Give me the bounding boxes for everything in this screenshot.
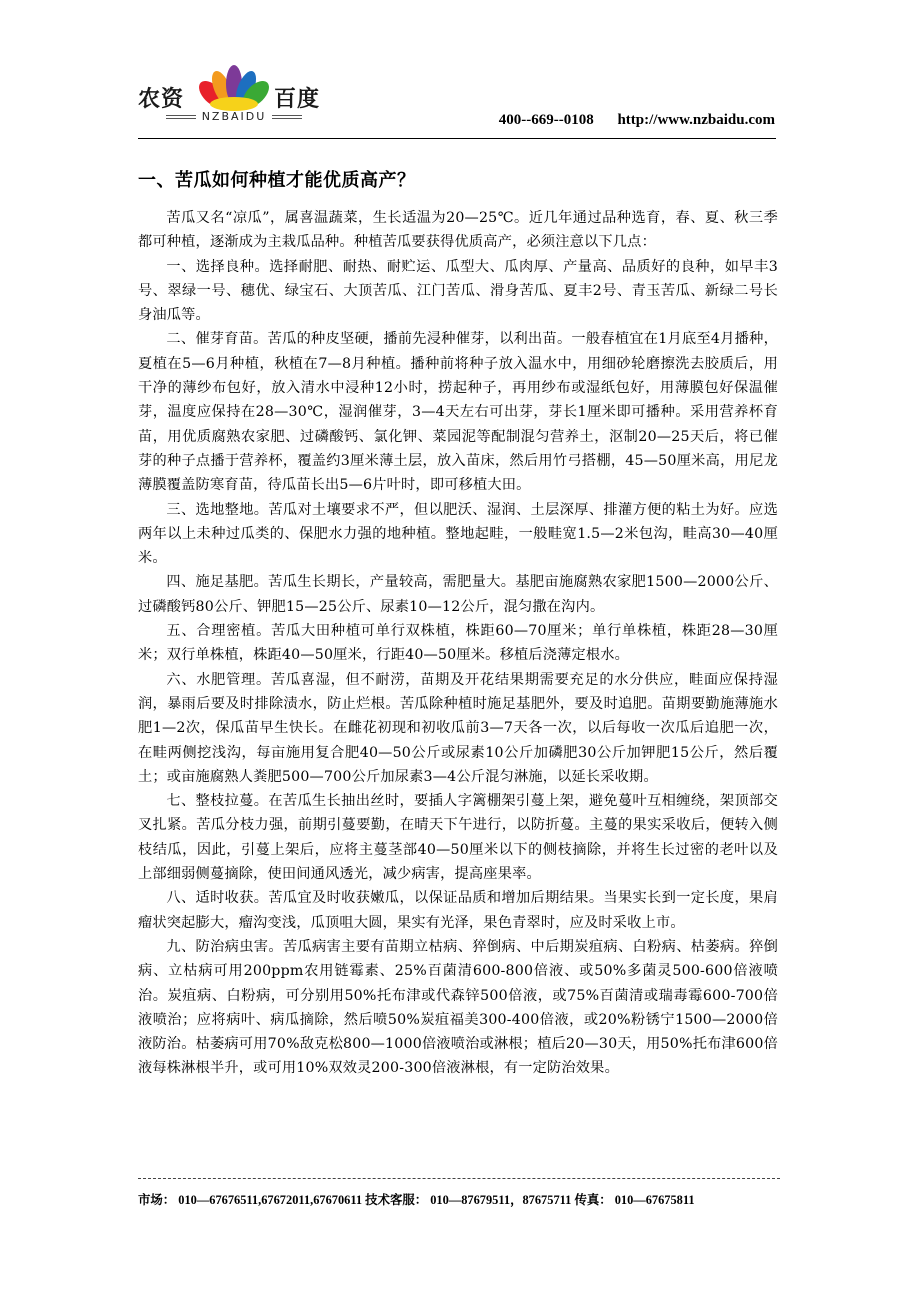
paragraph: 四、施足基肥。苦瓜生长期长，产量较高，需肥量大。基肥亩施腐熟农家肥1500—2000公斤、过磷酸钙80公斤、钾肥15—25公斤、尿素10—12公斤，混匀撒在沟内。 <box>138 574 778 615</box>
logo-text-left: 农资 <box>138 87 185 112</box>
peacock-flower-icon <box>192 64 276 112</box>
paragraph-list <box>138 206 778 1081</box>
logo-sub-text: NZBAIDU <box>201 110 267 123</box>
paragraph: 苦瓜又名“凉瓜”，属喜温蔬菜，生长适温为20—25℃。近几年通过品种选育，春、夏、秋三季都可种植，逐渐成为主栽瓜品种。种植苦瓜要获得优质高产，必须注意以下几点： <box>138 210 778 251</box>
paragraph: 一、选择良种。选择耐肥、耐热、耐贮运、瓜型大、瓜肉厚、产量高、品质好的良种，如早丰3号、翠绿一号、穗优、绿宝石、大顶苦瓜、江门苦瓜、滑身苦瓜、夏丰2号、青玉苦瓜、新绿二号长身油瓜等。 <box>138 258 778 324</box>
logo-text-right: 百度 <box>274 87 321 112</box>
header-divider <box>138 138 776 139</box>
header-url[interactable]: http://www.nzbaidu.com <box>617 112 775 128</box>
paragraph: 六、水肥管理。苦瓜喜湿，但不耐涝，苗期及开花结果期需要充足的水分供应，畦面应保持湿润，暴雨后要及时排除渍水，防止烂根。苦瓜除种植时施足基肥外，要及时追肥。苗期要勤施薄施水肥1—2次，保瓜苗早生快长。在雌花初现和初收瓜前3—7天各一次，以后每收一次瓜后追肥一次，在畦两侧挖浅沟，每亩施用复合肥40—50公斤或尿素10公斤加磷肥30公斤加钾肥15公斤，然后覆土；或亩施腐熟人粪肥500—700公斤加尿素3—4公斤混匀淋施，以延长采收期。 <box>138 671 778 785</box>
paragraph: 九、防治病虫害。苦瓜病害主要有苗期立枯病、猝倒病、中后期炭疽病、白粉病、枯萎病。猝倒病、立枯病可用200ppm农用链霉素、25%百菌清600-800倍液、或50%多菌灵500-600倍液喷治。炭疽病、白粉病，可分别用50%托布津或代森锌500倍液，或75%百菌清或瑞毒霉600-700倍液喷治；应将病叶、病瓜摘除，然后喷50%炭疽福美300-400倍液，或20%粉锈宁1500—2000倍液防治。枯萎病可用70%敌克松800—1000倍液喷治或淋根；植后20—30天，用50%托布津600倍液每株淋根半升，或可用10%双效灵200-300倍液淋根，有一定防治效果。 <box>138 938 778 1077</box>
paragraph: 七、整枝拉蔓。在苦瓜生长抽出丝时，要插人字篱棚架引蔓上架，避免蔓叶互相缠绕，架顶部交叉扎紧。苦瓜分枝力强，前期引蔓要勤，在晴天下午进行，以防折蔓。主蔓的果实采收后，便转入侧枝结瓜，因此，引蔓上架后，应将主蔓茎部40—50厘米以下的侧枝摘除，并将生长过密的老叶以及上部细弱侧蔓摘除，使田间通风透光，减少病害，提高座果率。 <box>138 793 778 883</box>
footer-divider <box>138 1178 780 1179</box>
paragraph: 八、适时收获。苦瓜宜及时收获嫩瓜，以保证品质和增加后期结果。当果实长到一定长度，果肩瘤状突起膨大，瘤沟变浅，瓜顶咀大圆，果实有光泽，果色青翠时，应及时采收上市。 <box>138 890 778 931</box>
header-contact <box>479 112 775 129</box>
article-body <box>138 166 778 1081</box>
header-phone: 400--669--0108 <box>498 112 594 128</box>
paragraph: 三、选地整地。苦瓜对土壤要求不严，但以肥沃、湿润、土层深厚、排灌方便的粘土为好。应选两年以上未种过瓜类的、保肥水力强的地种植。整地起畦，一般畦宽1.5—2米包沟，畦高30—40厘米。 <box>138 501 778 567</box>
nzbaidu-logo <box>138 64 330 128</box>
paragraph: 二、催芽育苗。苦瓜的种皮坚硬，播前先浸种催芽，以利出苗。一般春植宜在1月底至4月播种，夏植在5—6月种植，秋植在7—8月种植。播种前将种子放入温水中，用细砂轮磨擦洗去胶质后，用干净的薄纱布包好，放入清水中浸种12小时，捞起种子，再用纱布或湿纸包好，用薄膜包好保温催芽，温度应保持在28—30℃，湿润催芽，3—4天左右可出芽，芽长1厘米即可播种。采用营养杯育苗，用优质腐熟农家肥、过磷酸钙、氯化钾、菜园泥等配制混匀营养土，沤制20—25天后，将已催芽的种子点播于营养杯，覆盖约3厘米薄土层，放入苗床，然后用竹弓搭棚，45—50厘米高，用尼龙薄膜覆盖防寒育苗，待瓜苗长出5—6片叶时，即可移植大田。 <box>138 331 778 494</box>
page-header <box>0 0 920 150</box>
footer-contact: 市场： 010—67676511,67672011,67670611 技术客服： 010—87679511，87675711 传真： 010—67675811 <box>138 1193 695 1207</box>
logo-subtitle <box>138 110 330 126</box>
article-title: 一、苦瓜如何种植才能优质高产？ <box>138 170 416 191</box>
paragraph: 五、合理密植。苦瓜大田种植可单行双株植，株距60—70厘米；单行单株植，株距28—30厘米；双行单株植，株距40—50厘米，行距40—50厘米。移植后浇薄定根水。 <box>138 623 778 664</box>
